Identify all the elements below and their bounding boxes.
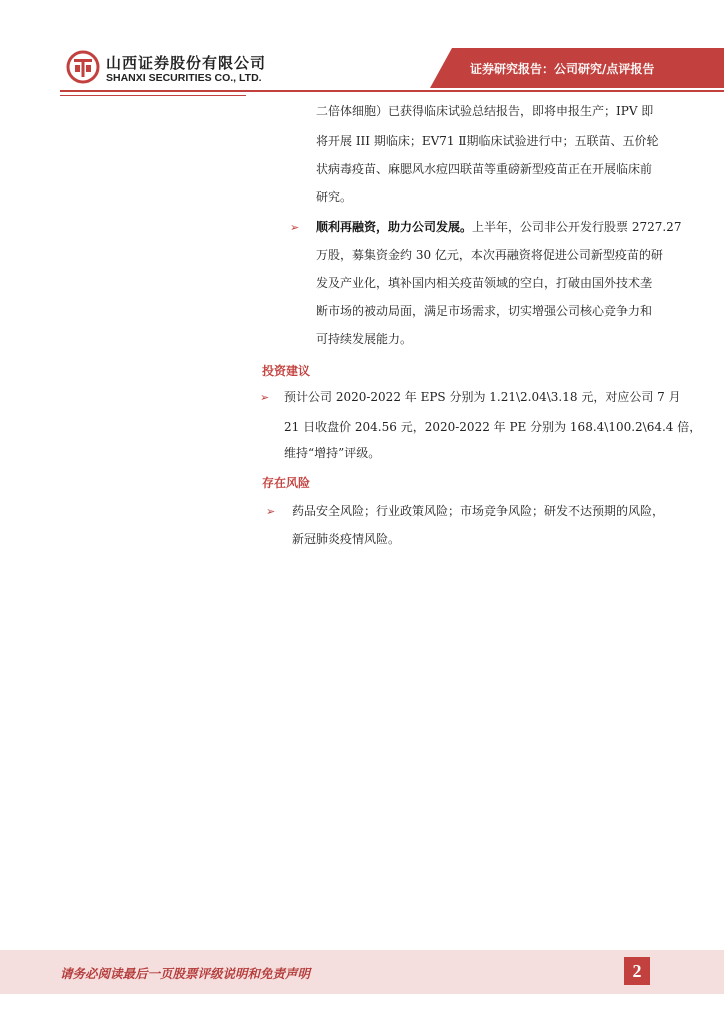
bullet-arrow-icon: ➢	[260, 391, 270, 404]
paragraph-line: 预计公司 2020-2022 年 EPS 分别为 1.21\2.04\3.18 元，对应公司 7 月	[284, 390, 681, 404]
paragraph-line: 断市场的被动局面，满足市场需求，切实增强公司核心竞争力和	[316, 304, 653, 318]
paragraph-line: 发及产业化，填补国内相关疫苗领域的空白，打破由国外技术垄	[316, 276, 653, 290]
company-name-cn: 山西证券股份有限公司	[106, 54, 267, 72]
bullet-arrow-icon: ➢	[266, 505, 276, 518]
paragraph-line: 可持续发展能力。	[316, 332, 413, 346]
bullet-lead-bold: 顺利再融资，助力公司发展。	[316, 220, 473, 234]
page-number: 2	[624, 957, 650, 985]
company-logo-icon	[66, 50, 100, 84]
section-heading-risk: 存在风险	[262, 476, 311, 490]
report-type: 证券研究报告：公司研究/点评报告	[470, 62, 655, 76]
header-bar-slant	[430, 48, 452, 88]
paragraph-line: 二倍体细胞）已获得临床试验总结报告，即将申报生产；IPV 即	[316, 104, 654, 118]
header-divider	[60, 90, 724, 92]
paragraph-line: 药品安全风险；行业政策风险；市场竞争风险；研发不达预期的风险，	[292, 504, 665, 518]
company-name-en: SHANXI SECURITIES CO., LTD.	[106, 72, 262, 84]
paragraph-line: 状病毒疫苗、麻腮风水痘四联苗等重磅新型疫苗正在开展临床前	[316, 162, 653, 176]
section-heading-investment: 投资建议	[262, 364, 311, 378]
paragraph-line: 21 日收盘价 204.56 元，2020-2022 年 PE 分别为 168.4\100.2\64.4 倍，	[284, 420, 702, 434]
paragraph-line: 维持“增持”评级。	[284, 446, 381, 460]
paragraph-line	[316, 220, 681, 234]
paragraph-line: 将开展 III 期临床；EV71 Ⅱ期临床试验进行中；五联苗、五价轮	[316, 134, 659, 148]
bullet-arrow-icon: ➢	[290, 221, 300, 234]
footer-disclaimer: 请务必阅读最后一页股票评级说明和免责声明	[60, 966, 311, 981]
paragraph-line: 万股，募集资金约 30 亿元，本次再融资将促进公司新型疫苗的研	[316, 248, 663, 262]
paragraph-line: 新冠肺炎疫情风险。	[292, 532, 401, 546]
bullet-lead-rest: 上半年，公司非公开发行股票 2727.27	[472, 220, 682, 234]
header-divider-thin	[60, 95, 246, 96]
paragraph-line: 研究。	[316, 190, 353, 204]
